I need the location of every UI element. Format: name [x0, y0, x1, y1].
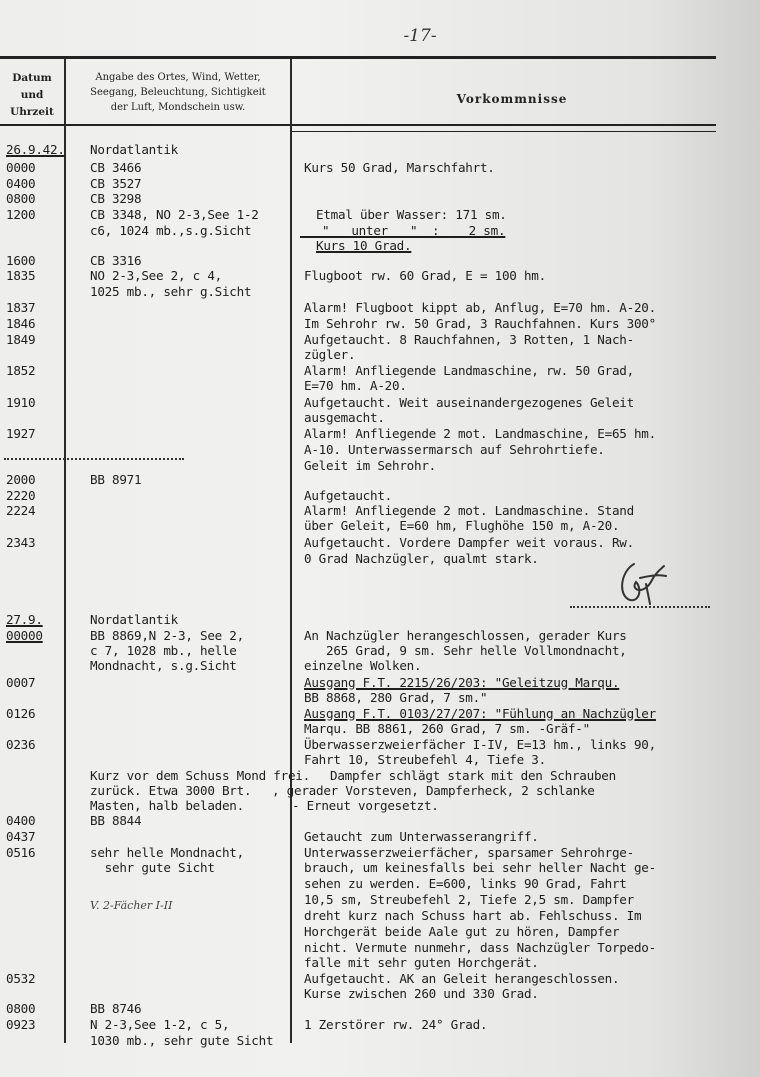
- entry-event: Dampfer schlägt stark mit den Schrauben: [330, 768, 616, 783]
- entry-place: CB 3527: [90, 176, 142, 191]
- entry-event: Getaucht zum Unterwasserangriff.: [304, 829, 539, 844]
- entry-time: 2343: [6, 535, 36, 550]
- entry-event: Marqu. BB 8861, 260 Grad, 7 sm. -Gräf-": [304, 721, 590, 736]
- header-vorkommnisse: Vorkommnisse: [456, 92, 568, 106]
- entry-event: Horchgerät beide Aale gut zu hören, Dampfer: [304, 924, 620, 939]
- entry-event: Alarm! Anfliegende 2 mot. Landmaschine. Stand: [304, 503, 634, 518]
- entry-time: 1910: [6, 395, 36, 410]
- entry-place: Masten, halb beladen.: [90, 798, 244, 813]
- entry-time: 0437: [6, 829, 36, 844]
- entry-event: Alarm! Flugboot kippt ab, Anflug, E=70 hm. A-20.: [304, 300, 656, 315]
- entry-event: Alarm! Anfliegende Landmaschine, rw. 50 Grad,: [304, 363, 634, 378]
- entry-place: CB 3348, NO 2-3,See 1-2: [90, 207, 259, 222]
- entry-place: 1030 mb., sehr gute Sicht: [90, 1033, 274, 1048]
- entry-place: NO 2-3,See 2, c 4,: [90, 268, 222, 283]
- entry-event: Flugboot rw. 60 Grad, E = 100 hm.: [304, 268, 546, 283]
- entry-event: Aufgetaucht. Vordere Dampfer weit voraus. Rw.: [304, 535, 634, 550]
- top-rule: [0, 56, 716, 59]
- entry-place: Kurz vor dem Schuss Mond frei.: [90, 768, 310, 783]
- entry-place: Nordatlantik: [90, 142, 178, 157]
- entry-event: " unter " : 2 sm.: [300, 223, 506, 238]
- entry-time: 2224: [6, 503, 36, 518]
- entry-event: falle mit sehr guten Horchgerät.: [304, 955, 539, 970]
- entry-time: 27.9.: [6, 612, 43, 627]
- entry-event: über Geleit, E=60 hm, Flughöhe 150 m, A-20.: [304, 518, 620, 533]
- entry-event: E=70 hm. A-20.: [304, 378, 407, 393]
- entry-time: 0516: [6, 845, 36, 860]
- entry-event: Alarm! Anfliegende 2 mot. Landmaschine, E=65 hm.: [304, 426, 656, 441]
- entry-time: 0923: [6, 1017, 36, 1032]
- entry-place: c6, 1024 mb.,s.g.Sicht: [90, 223, 252, 238]
- entry-place: BB 8971: [90, 472, 142, 487]
- entry-place: sehr gute Sicht: [90, 860, 215, 875]
- entry-time: 1835: [6, 268, 36, 283]
- entry-time: 00000: [6, 628, 43, 643]
- entry-event: Fahrt 10, Streubefehl 4, Tiefe 3.: [304, 752, 546, 767]
- entry-event: Geleit im Sehrohr.: [304, 458, 436, 473]
- entry-place: N 2-3,See 1-2, c 5,: [90, 1017, 230, 1032]
- entry-event: An Nachzügler herangeschlossen, gerader Kurs: [304, 628, 627, 643]
- entry-event: - Erneut vorgesetzt.: [292, 798, 439, 813]
- entry-time: 0532: [6, 971, 36, 986]
- entry-event: einzelne Wolken.: [304, 658, 422, 673]
- entry-place: CB 3466: [90, 160, 142, 175]
- entry-event: 10,5 sm, Streubefehl 2, Tiefe 2,5 sm. Dampfer: [304, 892, 634, 907]
- entry-place: c 7, 1028 mb., helle: [90, 643, 237, 658]
- entry-event: Etmal über Wasser: 171 sm.: [316, 207, 507, 222]
- entry-place: BB 8746: [90, 1001, 142, 1016]
- entry-event: sehen zu werden. E=600, links 90 Grad, Fahrt: [304, 876, 627, 891]
- entry-time: 1849: [6, 332, 36, 347]
- dotted-separator: [4, 458, 184, 460]
- header-datum-line: Uhrzeit: [10, 106, 54, 118]
- entry-time: 0007: [6, 675, 36, 690]
- header-ort-line: Seegang, Beleuchtung, Sichtigkeit: [90, 87, 266, 98]
- entry-event: brauch, um keinesfalls bei sehr heller Nacht ge-: [304, 860, 656, 875]
- entry-time: 0000: [6, 160, 36, 175]
- entry-place: Nordatlantik: [90, 612, 178, 627]
- entry-event: Kurs 10 Grad.: [316, 238, 412, 253]
- entry-place: Mondnacht, s.g.Sicht: [90, 658, 237, 673]
- entry-event: Kurse zwischen 260 und 330 Grad.: [304, 986, 539, 1001]
- entry-event: nicht. Vermute nunmehr, dass Nachzügler Torpedo-: [304, 940, 656, 955]
- entry-time: 0236: [6, 737, 36, 752]
- entry-event: Überwasserzweierfächer I-IV, E=13 hm., links 90,: [304, 737, 656, 752]
- entry-event: Kurs 50 Grad, Marschfahrt.: [304, 160, 495, 175]
- entry-place: CB 3316: [90, 253, 142, 268]
- entry-time: 1927: [6, 426, 36, 441]
- entry-time: 1600: [6, 253, 36, 268]
- entry-event: Aufgetaucht. Weit auseinandergezogenes Geleit: [304, 395, 634, 410]
- entry-place: BB 8869,N 2-3, See 2,: [90, 628, 244, 643]
- entry-event: Aufgetaucht. AK an Geleit herangeschlossen.: [304, 971, 620, 986]
- entry-time: 0400: [6, 813, 36, 828]
- entry-event: dreht kurz nach Schuss hart ab. Fehlschuss. Im: [304, 908, 642, 923]
- header-datum-line: und: [20, 89, 44, 101]
- header-datum: [0, 70, 64, 121]
- entry-event: Ausgang F.T. 2215/26/203: "Geleitzug Marqu.: [304, 675, 620, 690]
- entry-event: Im Sehrohr rw. 50 Grad, 3 Rauchfahnen. Kurs 300°: [304, 316, 656, 331]
- entry-place: sehr helle Mondnacht,: [90, 845, 244, 860]
- entry-event: Aufgetaucht.: [304, 488, 392, 503]
- entry-place: BB 8844: [90, 813, 142, 828]
- entry-time: 2000: [6, 472, 36, 487]
- entry-time: 0400: [6, 176, 36, 191]
- header-bottom-rule-2: [292, 131, 716, 132]
- entry-time: 1852: [6, 363, 36, 378]
- entry-time: 1200: [6, 207, 36, 222]
- entry-event: zügler.: [304, 347, 356, 362]
- handwritten-note: V. 2-Fächer I-II: [90, 899, 173, 912]
- entry-event: 265 Grad, 9 sm. Sehr helle Vollmondnacht,: [304, 643, 627, 658]
- entry-time: 1837: [6, 300, 36, 315]
- entry-place: zurück. Etwa 3000 Brt.: [90, 783, 252, 798]
- entry-time: 2220: [6, 488, 36, 503]
- column-divider-2: [290, 58, 292, 1043]
- entry-event: Unterwasserzweierfächer, sparsamer Sehrohrge-: [304, 845, 634, 860]
- entry-event: A-10. Unterwassermarsch auf Sehrohrtiefe.: [304, 442, 605, 457]
- entry-time: 0800: [6, 1001, 36, 1016]
- entry-event: , gerader Vorsteven, Dampferheck, 2 schlanke: [272, 783, 595, 798]
- header-ort-line: Angabe des Ortes, Wind, Wetter,: [95, 72, 261, 83]
- signature-icon: [600, 560, 670, 610]
- header-bottom-rule: [0, 124, 716, 126]
- entry-place: CB 3298: [90, 191, 142, 206]
- entry-event: Ausgang F.T. 0103/27/207: "Fühlung an Nachzügler: [304, 706, 656, 721]
- entry-time: 0800: [6, 191, 36, 206]
- column-divider-1: [64, 58, 66, 1043]
- entry-place: 1025 mb., sehr g.Sicht: [90, 284, 252, 299]
- page-number: -17-: [403, 26, 437, 46]
- entry-event: BB 8868, 280 Grad, 7 sm.": [304, 690, 488, 705]
- header-datum-line: Datum: [12, 72, 52, 84]
- entry-event: ausgemacht.: [304, 410, 385, 425]
- entry-event: 0 Grad Nachzügler, qualmt stark.: [304, 551, 539, 566]
- header-ort-line: der Luft, Mondschein usw.: [110, 102, 246, 113]
- entry-time: 26.9.42.: [6, 142, 65, 157]
- entry-time: 0126: [6, 706, 36, 721]
- entry-time: 1846: [6, 316, 36, 331]
- header-ort: [66, 70, 290, 115]
- entry-event: Aufgetaucht. 8 Rauchfahnen, 3 Rotten, 1 Nach-: [304, 332, 634, 347]
- entry-event: 1 Zerstörer rw. 24° Grad.: [304, 1017, 488, 1032]
